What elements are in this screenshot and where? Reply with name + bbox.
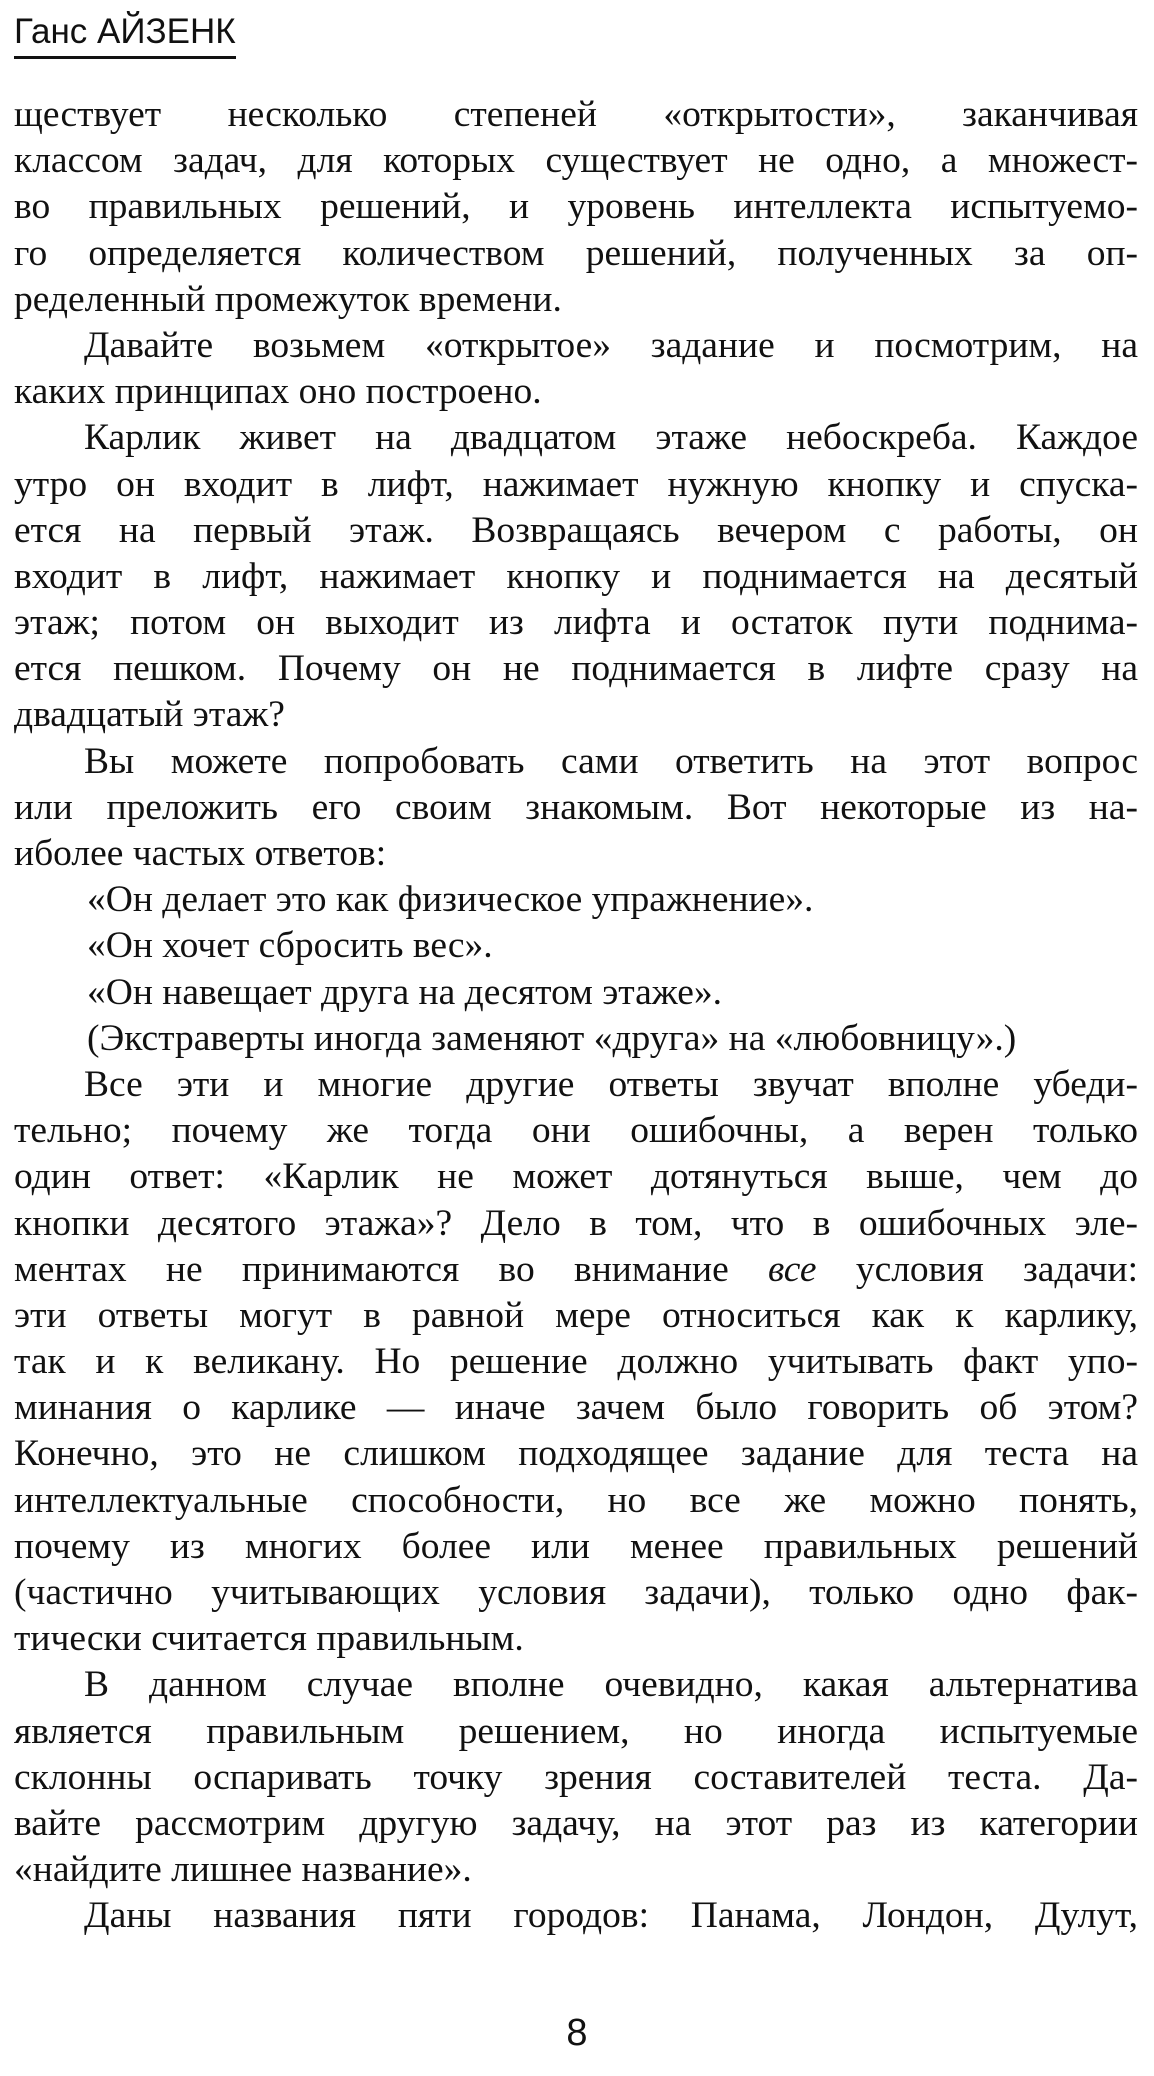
text-line: почему из многих более или менее правильных решений xyxy=(14,1525,1138,1567)
text-line: один ответ: «Карлик не может дотянуться выше, чем до xyxy=(14,1156,1138,1198)
text-line: «найдите лишнее название». xyxy=(14,1849,472,1891)
text-line: Конечно, это не слишком подходящее задание для теста на xyxy=(14,1433,1138,1475)
paragraph-first-line: Даны названия пяти городов: Панама, Лондон, Дулут, xyxy=(84,1895,1138,1937)
text-line: тически считается правильным. xyxy=(14,1618,524,1660)
text-line: утро он входит в лифт, нажимает нужную кнопку и спуска- xyxy=(14,463,1138,505)
paragraph-first-line: Вы можете попробовать сами ответить на этот вопрос xyxy=(84,740,1138,782)
text-line: склонны оспаривать точку зрения составителей теста. Да- xyxy=(14,1756,1138,1798)
text-line: минания о карлике — иначе зачем было говорить об этом? xyxy=(14,1387,1138,1429)
running-head: Ганс АЙЗЕНК xyxy=(14,10,236,59)
page-number: 8 xyxy=(566,2012,588,2054)
text-line: тельно; почему же тогда они ошибочны, а верен только xyxy=(14,1110,1138,1152)
paragraph-first-line: Все эти и многие другие ответы звучат вполне убеди- xyxy=(84,1063,1138,1105)
text-line: во правильных решений, и уровень интеллекта испытуемо- xyxy=(14,186,1138,228)
text-line: входит в лифт, нажимает кнопку и поднимается на десятый xyxy=(14,555,1138,597)
text-line: (частично учитывающих условия задачи), только одно фак- xyxy=(14,1572,1138,1613)
text-line: го определяется количеством решений, полученных за оп- xyxy=(14,232,1138,274)
parenthetical-note: (Экстраверты иногда заменяют «друга» на «любовницу».) xyxy=(87,1017,1017,1059)
text-line: или преложить его своим знакомым. Вот некоторые из на- xyxy=(14,786,1138,828)
text-line: кнопки десятого этажа»? Дело в том, что в ошибочных эле- xyxy=(14,1202,1138,1244)
text-line: ется пешком. Почему он не поднимается в лифте сразу на xyxy=(14,648,1138,690)
quoted-answer: «Он делает это как физическое упражнение». xyxy=(87,879,814,921)
emphasized-word: все xyxy=(768,1248,817,1290)
text-line: этаж; потом он выходит из лифта и остаток пути поднима- xyxy=(14,602,1138,644)
text-line: каких принципах оно построено. xyxy=(14,371,542,413)
text-line: так и к великану. Но решение должно учитывать факт упо- xyxy=(14,1341,1138,1383)
text-line-with-emphasis xyxy=(14,1247,1138,1293)
quoted-answer: «Он навещает друга на десятом этаже». xyxy=(87,971,722,1013)
text-line: интеллектуальные способности, но все же можно понять, xyxy=(14,1479,1138,1521)
text-line: вайте рассмотрим другую задачу, на этот раз из категории xyxy=(14,1802,1138,1844)
text-fragment: ментах не принимаются во внимание xyxy=(14,1248,768,1290)
text-line: является правильным решением, но иногда испытуемые xyxy=(14,1710,1138,1752)
text-line: двадцатый этаж? xyxy=(14,694,285,736)
paragraph-first-line: В данном случае вполне очевидно, какая альтернатива xyxy=(84,1664,1138,1706)
paragraph-first-line: Давайте возьмем «открытое» задание и посмотрим, на xyxy=(84,324,1138,366)
text-fragment: условия задачи: xyxy=(816,1248,1138,1290)
paragraph-first-line: Карлик живет на двадцатом этаже небоскреба. Каждое xyxy=(84,417,1138,459)
text-line: ется на первый этаж. Возвращаясь вечером с работы, он xyxy=(14,509,1138,551)
text-line: ределенный промежуток времени. xyxy=(14,278,562,320)
text-line: иболее частых ответов: xyxy=(14,833,387,874)
text-line: эти ответы могут в равной мере относиться как к карлику, xyxy=(14,1294,1138,1336)
text-line: ществует несколько степеней «открытости», заканчивая xyxy=(14,94,1138,135)
text-line: классом задач, для которых существует не одно, а множест- xyxy=(14,140,1138,182)
quoted-answer: «Он хочет сбросить вес». xyxy=(87,925,493,967)
body-text xyxy=(14,92,1138,1940)
